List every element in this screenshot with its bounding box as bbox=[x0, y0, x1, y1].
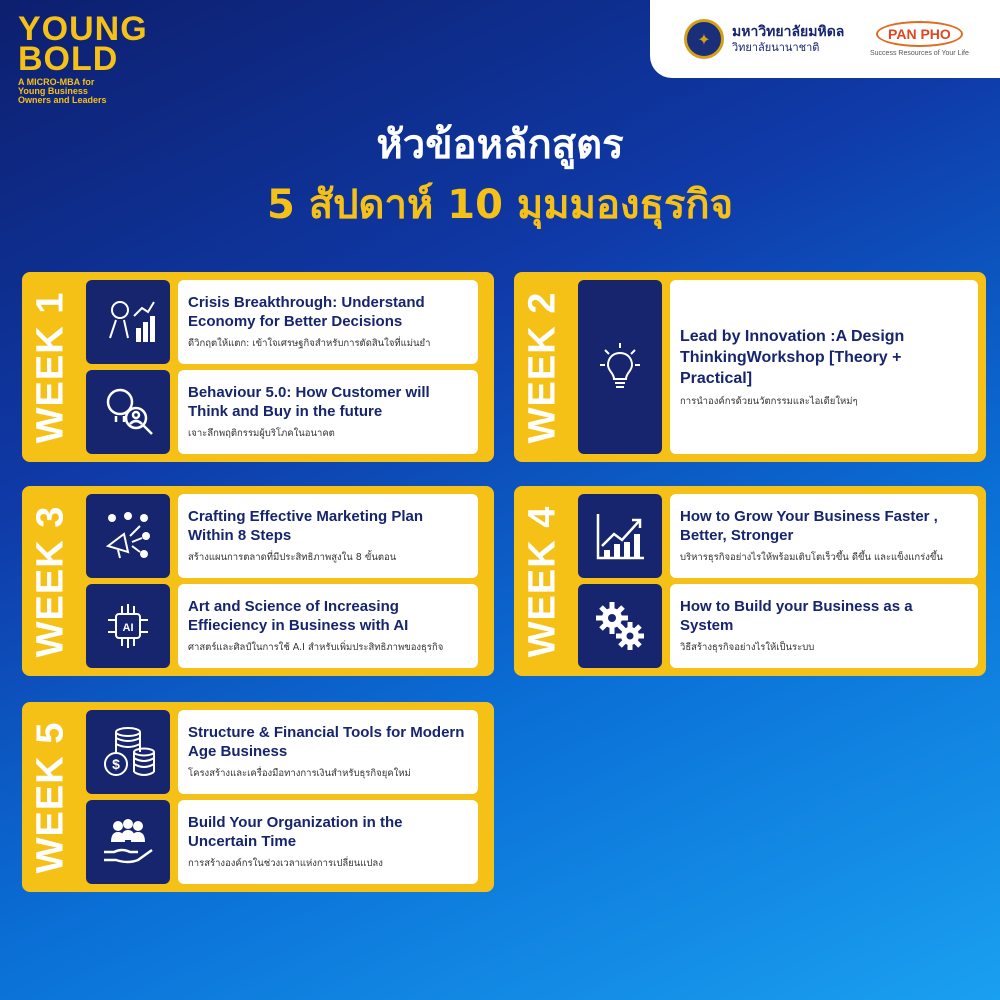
team-hand-icon bbox=[86, 800, 170, 884]
mahidol-seal-icon: ✦ bbox=[684, 19, 724, 59]
svg-text:AI: AI bbox=[122, 622, 134, 634]
topic-text bbox=[178, 800, 478, 884]
topic-title: Structure & Financial Tools for Modern Age Business bbox=[188, 724, 465, 760]
mahidol-college: วิทยาลัยนานาชาติ bbox=[732, 41, 820, 54]
lightbulb-icon bbox=[578, 280, 662, 454]
page-title: หัวข้อหลักสูตร bbox=[376, 122, 624, 168]
marketing-megaphone-icon bbox=[86, 494, 170, 578]
topic-subtitle: ดีวิกฤตให้แตก: เข้าใจเศรษฐกิจสำหรับการตัดสินใจที่แม่นยำ bbox=[188, 338, 431, 349]
topic-subtitle: การสร้างองค์กรในช่วงเวลาแห่งการเปลี่ยนแปลง bbox=[188, 858, 383, 869]
topic-row bbox=[86, 710, 478, 794]
logo-line1: YOUNG bbox=[18, 10, 148, 48]
week-5-card bbox=[22, 702, 494, 892]
gears-icon bbox=[578, 584, 662, 668]
topic-title: Crisis Breakthrough: Understand Economy for Better Decisions bbox=[188, 294, 425, 330]
page-subtitle: 5 สัปดาห์ 10 มุมมองธุรกิจ bbox=[266, 182, 734, 228]
topic-subtitle: บริหารธุรกิจอย่างไรให้พร้อมเติบโตเร็วขึ้น ดีขึ้น และแข็งแกร่งขึ้น bbox=[680, 552, 943, 563]
mahidol-logo bbox=[732, 23, 862, 55]
topic-title: How to Grow Your Business Faster , Better, Stronger bbox=[680, 508, 938, 544]
logo-tagline: A MICRO-MBA for Young Business Owners and Leaders bbox=[18, 77, 107, 105]
svg-text:$: $ bbox=[112, 756, 120, 772]
topic-title: How to Build your Business as a System bbox=[680, 598, 913, 634]
topic-text bbox=[178, 710, 478, 794]
week-1-label: WEEK 1 bbox=[29, 291, 72, 443]
panpho-logo bbox=[870, 21, 969, 57]
topic-subtitle: ศาสตร์และศิลป์ในการใช้ A.I สำหรับเพิ่มประสิทธิภาพของธุรกิจ bbox=[188, 642, 444, 653]
ai-chip-icon bbox=[86, 584, 170, 668]
topic-text bbox=[670, 584, 978, 668]
growth-chart-icon bbox=[578, 494, 662, 578]
young-bold-logo bbox=[18, 10, 148, 105]
topic-subtitle: เจาะลึกพฤติกรรมผู้บริโภคในอนาคต bbox=[188, 428, 335, 439]
topic-text bbox=[178, 280, 478, 364]
week-3-card bbox=[22, 486, 494, 676]
week-2-card bbox=[514, 272, 986, 462]
partner-logos bbox=[650, 0, 1000, 78]
week-4-card bbox=[514, 486, 986, 676]
logo-line2: BOLD bbox=[18, 40, 119, 78]
economy-chart-icon bbox=[86, 280, 170, 364]
topic-row bbox=[578, 584, 978, 668]
topic-row bbox=[86, 370, 478, 454]
topic-text bbox=[178, 370, 478, 454]
topic-title: Art and Science of Increasing Effieciency in Business with AI bbox=[188, 598, 409, 634]
week-2-label: WEEK 2 bbox=[521, 291, 564, 443]
topic-text bbox=[670, 280, 978, 454]
topic-subtitle: โครงสร้างและเครื่องมือทางการเงินสำหรับธุรกิจยุคใหม่ bbox=[188, 768, 411, 779]
topic-text bbox=[670, 494, 978, 578]
topic-row bbox=[86, 280, 478, 364]
topic-subtitle: สร้างแผนการตลาดที่มีประสิทธิภาพสูงใน 8 ขั้นตอน bbox=[188, 552, 397, 563]
topic-text bbox=[178, 584, 478, 668]
topic-title: Behaviour 5.0: How Customer will Think and Buy in the future bbox=[188, 384, 430, 420]
week-1-card bbox=[22, 272, 494, 462]
topic-row bbox=[578, 280, 978, 454]
panpho-name: PAN PHO bbox=[876, 21, 963, 47]
topic-text bbox=[178, 494, 478, 578]
topic-title: Build Your Organization in the Uncertain Time bbox=[188, 814, 403, 850]
week-5-label: WEEK 5 bbox=[29, 721, 72, 873]
week-3-label: WEEK 3 bbox=[29, 505, 72, 657]
customer-insight-icon bbox=[86, 370, 170, 454]
panpho-tagline: Success Resources of Your Life bbox=[870, 50, 969, 57]
topic-row bbox=[86, 800, 478, 884]
topic-subtitle: วิธีสร้างธุรกิจอย่างไรให้เป็นระบบ bbox=[680, 642, 815, 653]
topic-row bbox=[86, 584, 478, 668]
coins-icon bbox=[86, 710, 170, 794]
topic-title: Crafting Effective Marketing Plan Within 8 Steps bbox=[188, 508, 424, 544]
topic-title: Lead by Innovation :A Design ThinkingWorkshop [Theory + Practical] bbox=[680, 327, 905, 387]
topic-row bbox=[578, 494, 978, 578]
mahidol-name: มหาวิทยาลัยมหิดล bbox=[732, 24, 845, 40]
topic-subtitle: การนำองค์กรด้วยนวัตกรรมและไอเดียใหม่ๆ bbox=[680, 395, 858, 407]
week-4-label: WEEK 4 bbox=[521, 505, 564, 657]
topic-row bbox=[86, 494, 478, 578]
